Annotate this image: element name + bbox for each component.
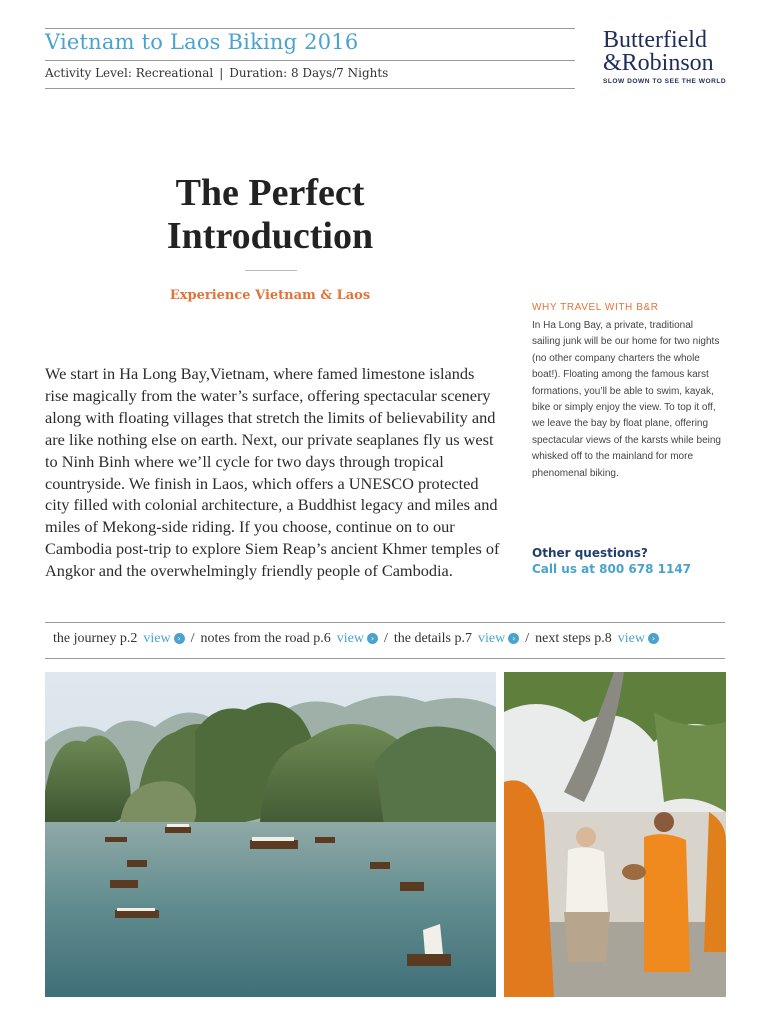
trip-duration: Duration: 8 Days/7 Nights [229,66,389,80]
headline-divider [245,270,297,271]
cta-phone-link[interactable]: Call us at 800 678 1147 [532,562,692,576]
nav-label: the details p.7 [393,631,472,646]
activity-level: Activity Level: Recreational [45,66,214,80]
trip-meta [45,66,388,80]
nav-item-next-steps [535,631,659,646]
chevron-right-icon[interactable]: › [508,633,519,644]
logo-line-2: &Robinson [603,50,714,76]
nav-separator: / [525,631,530,646]
trip-title: Vietnam to Laos Biking 2016 [45,30,359,54]
page-headline [100,172,440,258]
nav-view-link-journey[interactable]: view [143,631,171,646]
brand-logo[interactable] [603,29,743,85]
ha-long-bay-photo [45,672,496,997]
nav-label: the journey p.2 [53,631,138,646]
headline-line-2: Introduction [166,215,374,257]
nav-view-link-details[interactable]: view [478,631,506,646]
header-top-rule [45,28,575,29]
logo-tagline: SLOW DOWN TO SEE THE WORLD [603,78,727,85]
sidebar-heading: WHY TRAVEL WITH B&R [532,302,659,313]
nav-bottom-rule [45,658,725,659]
nav-item-journey [53,631,185,646]
nav-item-notes [200,631,377,646]
nav-top-rule [45,622,725,623]
nav-separator: / [190,631,195,646]
meta-separator: | [219,66,224,80]
intro-paragraph: We start in Ha Long Bay,Vietnam, where famed limestone islands rise magically from the water’s surface, offering spectacular scenery along with floating villages that stretch the limits of believability and are like nothing else on earth. Next, our private seaplanes fly us west to Ninh Binh where we’ll cycle for two days through tropical countryside. We finish in Laos, which offers a UNESCO protected city filled with colonial architecture, a Buddhist legacy and miles and miles of Mekong-side riding. If you choose, continue on to our Cambodia post-trip to explore Siem Reap’s ancient Khmer temples of Angkor and the overwhelmingly friendly people of Cambodia. [45,364,500,581]
nav-label: next steps p.8 [535,631,612,646]
logo-line-1: Butterfield [603,27,707,53]
cta-question: Other questions? [532,546,648,560]
nav-label: notes from the road p.6 [200,631,331,646]
nav-item-details [394,631,519,646]
header-middle-rule [45,60,575,61]
page-subhead: Experience Vietnam & Laos [169,288,371,303]
nav-view-link-notes[interactable]: view [336,631,364,646]
laos-monks-photo [504,672,726,997]
headline-line-1: The Perfect [175,172,365,214]
chevron-right-icon[interactable]: › [648,633,659,644]
sidebar-body: In Ha Long Bay, a private, traditional sailing junk will be our home for two nights (no other company charters the whole boat!). Floating among the famous karst formations, you’ll be able to swim, kayak, bike or simply enjoy the view. To top it off, we leave the bay by float plane, offering spectacular views of the karsts while being whisked off to the mainland for more phenomenal biking. [532,320,721,479]
header-bottom-rule [45,88,575,89]
nav-view-link-next-steps[interactable]: view [617,631,645,646]
chevron-right-icon[interactable]: › [367,633,378,644]
chevron-right-icon[interactable]: › [174,633,185,644]
nav-separator: / [383,631,388,646]
page-navigation [53,631,659,647]
